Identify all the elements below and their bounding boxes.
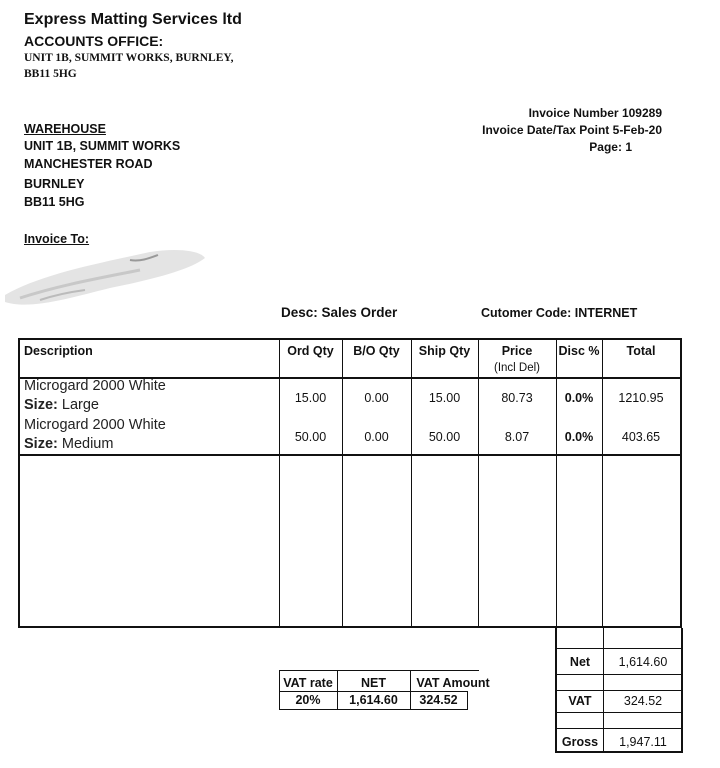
warehouse-line2: MANCHESTER ROAD	[24, 157, 153, 171]
col-divider	[556, 340, 557, 626]
rows-divider	[20, 454, 680, 456]
col-divider	[411, 340, 412, 626]
net-value: 1,614.60	[618, 655, 668, 669]
vat-bottom-line	[279, 709, 467, 710]
size-value: Large	[61, 397, 99, 413]
warehouse-label: WAREHOUSE	[24, 122, 106, 136]
col-divider	[478, 340, 479, 626]
invoice-page-row	[589, 140, 632, 154]
vat-net-value: 1,614.60	[349, 693, 398, 707]
vat-rate-value: 20%	[295, 693, 321, 707]
size-label: Size:	[24, 397, 58, 413]
price-cell: 8.07	[504, 430, 530, 444]
invoice-date-label: Invoice Date/Tax Point	[482, 123, 610, 137]
header-description: Description	[24, 344, 93, 358]
ord-qty-cell: 50.00	[294, 430, 327, 444]
price-cell: 80.73	[501, 391, 533, 405]
bo-qty-cell: 0.00	[364, 391, 389, 405]
vat-rate-label: VAT rate	[283, 676, 333, 690]
warehouse-line4: BB11 5HG	[24, 195, 85, 209]
table-row	[24, 377, 166, 415]
company-address-line2: BB11 5HG	[24, 68, 77, 80]
vat-value: 324.52	[623, 694, 663, 708]
vat-divider	[467, 691, 468, 710]
ship-qty-cell: 15.00	[428, 391, 461, 405]
invoice-number: 109289	[621, 106, 662, 120]
warehouse-line1: UNIT 1B, SUMMIT WORKS	[24, 139, 181, 153]
header-price-sub: (Incl Del)	[493, 362, 540, 374]
vat-label: VAT	[568, 694, 592, 708]
col-divider	[342, 340, 343, 626]
invoice-number-row	[529, 106, 662, 120]
disc-cell: 0.0%	[564, 391, 594, 405]
totals-divider	[557, 690, 681, 691]
total-cell: 403.65	[621, 430, 661, 444]
col-divider	[279, 340, 280, 626]
invoice-number-label: Invoice Number	[528, 106, 619, 120]
total-cell: 1210.95	[618, 391, 664, 405]
vat-amount-label: VAT Amount	[416, 676, 490, 690]
vat-mid-line	[279, 691, 467, 692]
header-total: Total	[626, 344, 656, 358]
warehouse-line3: BURNLEY	[24, 177, 85, 191]
totals-divider	[557, 648, 681, 649]
office-label: ACCOUNTS OFFICE:	[24, 33, 164, 49]
header-disc: Disc %	[558, 344, 600, 358]
totals-divider	[557, 728, 681, 729]
totals-box	[555, 628, 683, 753]
header-price: Price	[501, 344, 533, 358]
item-size	[24, 435, 166, 454]
line-items-table	[18, 338, 682, 628]
vat-amount-value: 324.52	[419, 693, 458, 707]
net-label: Net	[569, 655, 591, 669]
customer-code: Cutomer Code: INTERNET	[481, 306, 638, 320]
scan-smudge	[0, 240, 215, 315]
gross-value: 1,947.11	[619, 735, 667, 749]
order-description: Desc: Sales Order	[281, 305, 398, 320]
table-row	[24, 416, 166, 454]
company-name: Express Matting Services ltd	[24, 11, 242, 28]
disc-cell: 0.0%	[564, 430, 594, 444]
invoice-date: 5-Feb-20	[612, 123, 662, 137]
item-name: Microgard 2000 White	[24, 378, 166, 394]
header-ship-qty: Ship Qty	[418, 344, 471, 358]
invoice-page: 1	[625, 140, 632, 154]
vat-summary	[279, 670, 490, 710]
invoice-page-label: Page:	[589, 140, 622, 154]
vat-net-label: NET	[361, 676, 386, 690]
header-ord-qty: Ord Qty	[287, 344, 334, 358]
ship-qty-cell: 50.00	[428, 430, 461, 444]
col-divider	[602, 340, 603, 626]
totals-divider	[557, 712, 681, 713]
size-value: Medium	[61, 436, 114, 452]
invoice-to-label: Invoice To:	[24, 232, 90, 246]
invoice-date-row	[482, 123, 662, 137]
company-address-line1: UNIT 1B, SUMMIT WORKS, BURNLEY,	[24, 52, 234, 64]
item-name: Microgard 2000 White	[24, 417, 166, 433]
gross-label: Gross	[561, 735, 599, 749]
item-size	[24, 396, 166, 415]
ord-qty-cell: 15.00	[294, 391, 327, 405]
vat-top-line	[279, 670, 479, 671]
size-label: Size:	[24, 436, 58, 452]
header-bo-qty: B/O Qty	[353, 344, 400, 358]
totals-divider	[557, 674, 681, 675]
bo-qty-cell: 0.00	[364, 430, 389, 444]
